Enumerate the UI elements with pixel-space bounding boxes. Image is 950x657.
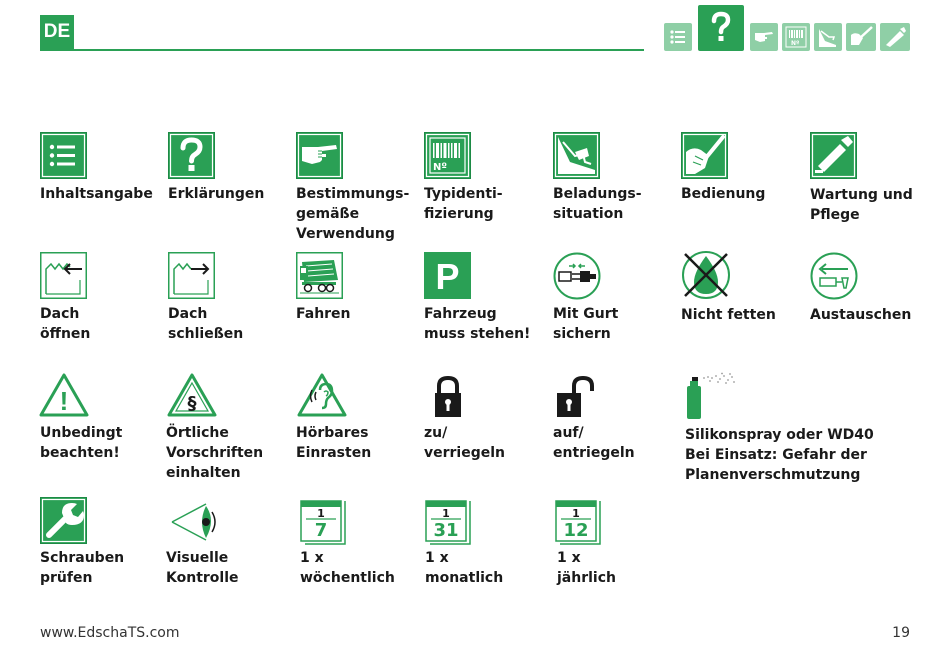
belt-icon [553,252,601,300]
calendar-yearly-top: 1 [572,507,580,520]
calendar-weekly-icon [300,497,348,547]
calendar-weekly-top: 1 [317,507,325,520]
legend-label-visual-check: Visuelle Kontrolle [166,550,239,586]
legend-label-yearly: 1 x jährlich [557,550,616,586]
question-icon [168,132,215,179]
pointing-hand-icon [296,132,343,179]
legend-label-monthly: 1 x monatlich [425,550,504,586]
wrench-icon [40,497,87,544]
warning-icon [38,372,90,418]
legend-label-roof-open: Dach öffnen [40,306,91,342]
eye-icon [168,500,220,542]
legend-label-contents: Inhaltsangabe [40,186,153,202]
no-grease-icon [681,250,731,300]
parking-icon [424,252,471,299]
legend-label-local-regulations: Örtliche Vorschriften einhalten [166,425,264,481]
footer-website-link[interactable]: www.EdschaTS.com [40,625,180,641]
svg-text:Nº: Nº [791,40,800,47]
nav-loading-icon[interactable] [814,23,842,51]
warning-mark: ! [59,386,69,416]
unlock-icon [556,375,598,419]
legend-label-loading: Beladungs- situation [553,186,642,222]
paragraph-mark: § [187,393,197,414]
replace-icon [810,252,858,300]
list-icon [40,132,87,179]
legend-label-type-identification: Typidenti- fizierung [424,186,503,222]
language-badge: DE [40,15,74,49]
header-rule [40,49,644,51]
nav-list-icon[interactable] [664,23,692,51]
nav-question-icon[interactable] [698,5,744,51]
legend-label-operation: Bedienung [681,186,766,202]
legend-label-audible-click: Hörbares Einrasten [296,425,372,461]
truck-icon [296,252,343,299]
legend-label-check-screws: Schrauben prüfen [40,550,125,586]
nav-barcode-icon[interactable] [782,23,810,51]
legend-label-weekly: 1 x wöchentlich [300,550,395,586]
legend-label-must-observe: Unbedingt beachten! [40,425,123,461]
legend-label-replace: Austauschen [810,307,912,323]
legend-label-intended-use: Bestimmungs- gemäße Verwendung [296,186,410,242]
roof-open-icon [40,252,87,299]
regulations-icon [166,372,218,418]
legend-label-maintenance: Wartung und Pflege [810,187,913,223]
nav-operation-icon[interactable] [846,23,876,51]
legend-label-silicone-spray: Silikonspray oder WD40 Bei Einsatz: Gefahr der Planenverschmutzung [685,427,874,483]
legend-label-driving: Fahren [296,306,351,322]
loading-icon [553,132,600,179]
page-number: 19 [892,625,910,641]
legend-label-no-grease: Nicht fetten [681,307,776,323]
roof-close-icon [168,252,215,299]
calendar-monthly-bottom: 31 [433,520,459,541]
barcode-icon [424,132,471,179]
legend-label-roof-close: Dach schließen [168,306,244,342]
legend-label-vehicle-stationary: Fahrzeug muss stehen! [424,306,531,342]
nav-pointing-hand-icon[interactable] [750,23,778,51]
lock-icon [434,375,462,419]
operation-hand-icon [681,132,728,179]
calendar-yearly-icon [555,497,603,547]
nav-maintenance-icon[interactable] [880,23,910,51]
maintenance-icon [810,132,857,179]
calendar-monthly-top: 1 [442,507,450,520]
hearing-icon [296,372,348,418]
spray-icon [684,372,744,420]
calendar-monthly-icon [425,497,473,547]
parking-letter: P [435,256,460,297]
legend-label-unlock: auf/ entriegeln [553,425,635,461]
legend-label-belt: Mit Gurt sichern [553,306,619,342]
calendar-yearly-bottom: 12 [563,520,589,541]
barcode-number-sign: Nº [433,162,448,173]
legend-label-lock: zu/ verriegeln [424,425,506,461]
calendar-weekly-bottom: 7 [314,520,328,541]
legend-label-explanations: Erklärungen [168,186,265,202]
